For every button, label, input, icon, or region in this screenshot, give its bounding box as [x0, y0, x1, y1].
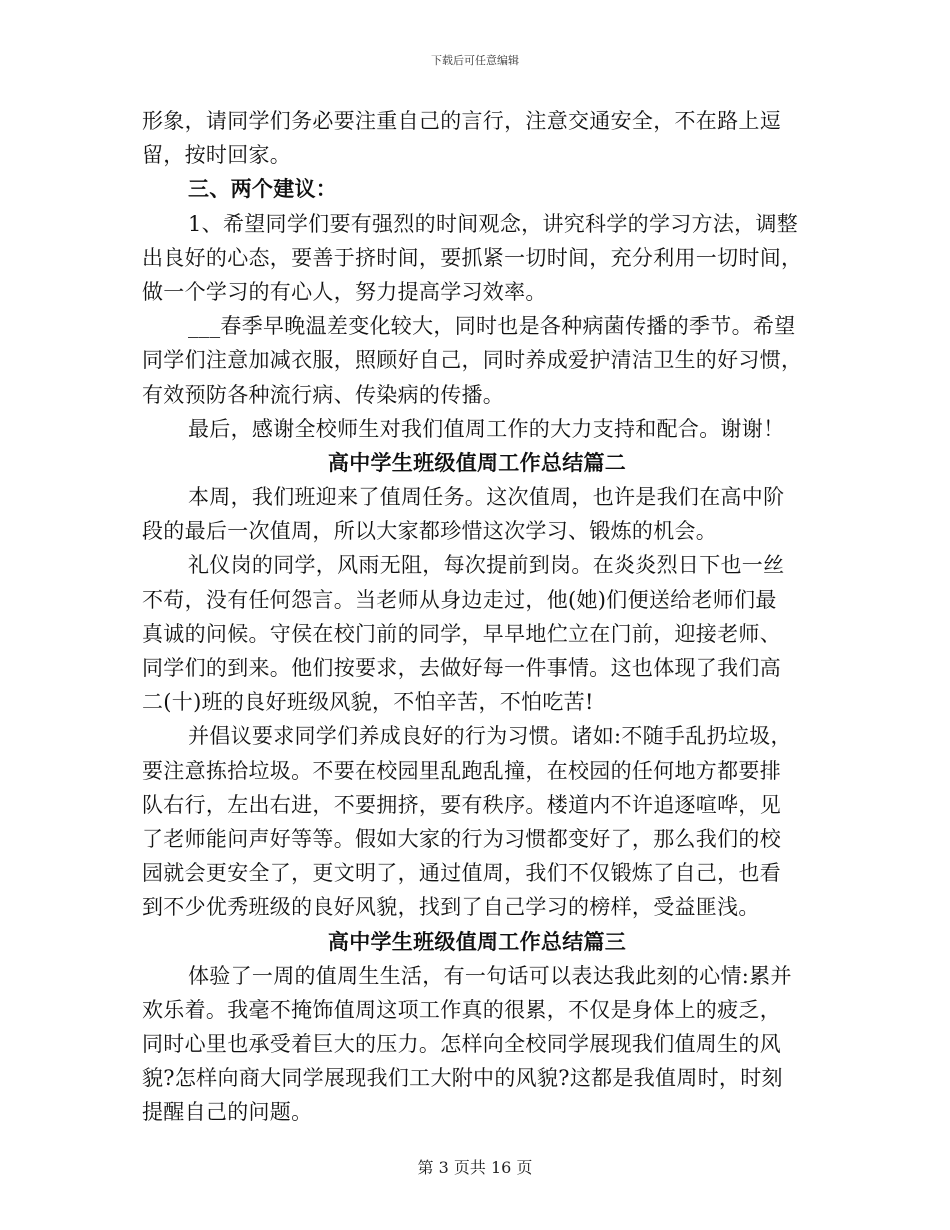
article-title: 高中学生班级值周工作总结篇三 [327, 928, 627, 954]
document-body [142, 104, 812, 1130]
paragraph-line: 提醒自己的问题。 [142, 1100, 313, 1125]
paragraph-line: 最后，感谢全校师生对我们值周工作的大力支持和配合。谢谢！ [188, 416, 785, 441]
paragraph-line: 并倡议要求同学们养成良好的行为习惯。诸如:不随手乱扔垃圾， [188, 724, 792, 749]
paragraph-line: 园就会更安全了，更文明了，通过值周，我们不仅锻炼了自己，也看 [142, 861, 781, 886]
paragraph-line: 了老师能问声好等等。假如大家的行为习惯都变好了，那么我们的校 [142, 826, 781, 851]
paragraph-line: 真诚的问候。守侯在校门前的同学，早早地伫立在门前，迎接老师、 [142, 621, 781, 646]
article-title: 高中学生班级值周工作总结篇二 [327, 449, 627, 475]
paragraph-line: 二(十)班的良好班级风貌，不怕辛苦，不怕吃苦! [142, 690, 594, 715]
paragraph-line: 队右行，左出右进，不要拥挤，要有秩序。楼道内不许追逐喧哗，见 [142, 792, 781, 817]
paragraph-line: 同时心里也承受着巨大的压力。怎样向全校同学展现我们值周生的风 [142, 1032, 781, 1057]
paragraph-line: 到不少优秀班级的良好风貌，找到了自己学习的榜样，受益匪浅。 [142, 895, 760, 920]
paragraph-line: 欢乐着。我毫不掩饰值周这项工作真的很累，不仅是身体上的疲乏， [142, 997, 781, 1022]
paragraph-line: 出良好的心态，要善于挤时间，要抓紧一切时间，充分利用一切时间， [142, 245, 803, 270]
paragraph-line: 1、希望同学们要有强烈的时间观念，讲究科学的学习方法，调整 [188, 211, 799, 236]
paragraph-line: 要注意拣拾垃圾。不要在校园里乱跑乱撞，在校园的任何地方都要排 [142, 758, 781, 783]
paragraph-line: ___春季早晚温差变化较大，同时也是各种病菌传播的季节。希望 [188, 314, 796, 339]
paragraph-line: 同学们的到来。他们按要求，去做好每一件事情。这也体现了我们高 [142, 656, 781, 680]
paragraph-line: 同学们注意加减衣服，照顾好自己，同时养成爱护清洁卫生的好习惯， [142, 348, 803, 373]
paragraph-line: 本周，我们班迎来了值周任务。这次值周，也许是我们在高中阶 [188, 485, 785, 510]
paragraph-line: 貌?怎样向商大同学展现我们工大附中的风貌?这都是我值周时，时刻 [142, 1066, 783, 1091]
section-heading: 三、两个建议： [188, 176, 338, 202]
paragraph-line: 不苟，没有任何怨言。当老师从身边走过，他(她)们便送给老师们最 [142, 587, 777, 612]
page-footer: 第 3 页共 16 页 [417, 1158, 533, 1177]
page-header: 下载后可任意编辑 [431, 54, 519, 67]
paragraph-line: 礼仪岗的同学，风雨无阻，每次提前到岗。在炎炎烈日下也一丝 [188, 553, 785, 578]
paragraph-line: 形象，请同学们务必要注重自己的言行，注意交通安全，不在路上逗 [142, 109, 781, 133]
paragraph-line: 段的最后一次值周，所以大家都珍惜这次学习、锻炼的机会。 [142, 519, 718, 544]
paragraph-line: 有效预防各种流行病、传染病的传播。 [142, 382, 505, 407]
paragraph-line: 做一个学习的有心人，努力提高学习效率。 [142, 279, 547, 304]
paragraph-line: 留，按时回家。 [142, 143, 292, 168]
paragraph-line: 体验了一周的值周生生活，有一句话可以表达我此刻的心情:累并 [188, 963, 792, 988]
